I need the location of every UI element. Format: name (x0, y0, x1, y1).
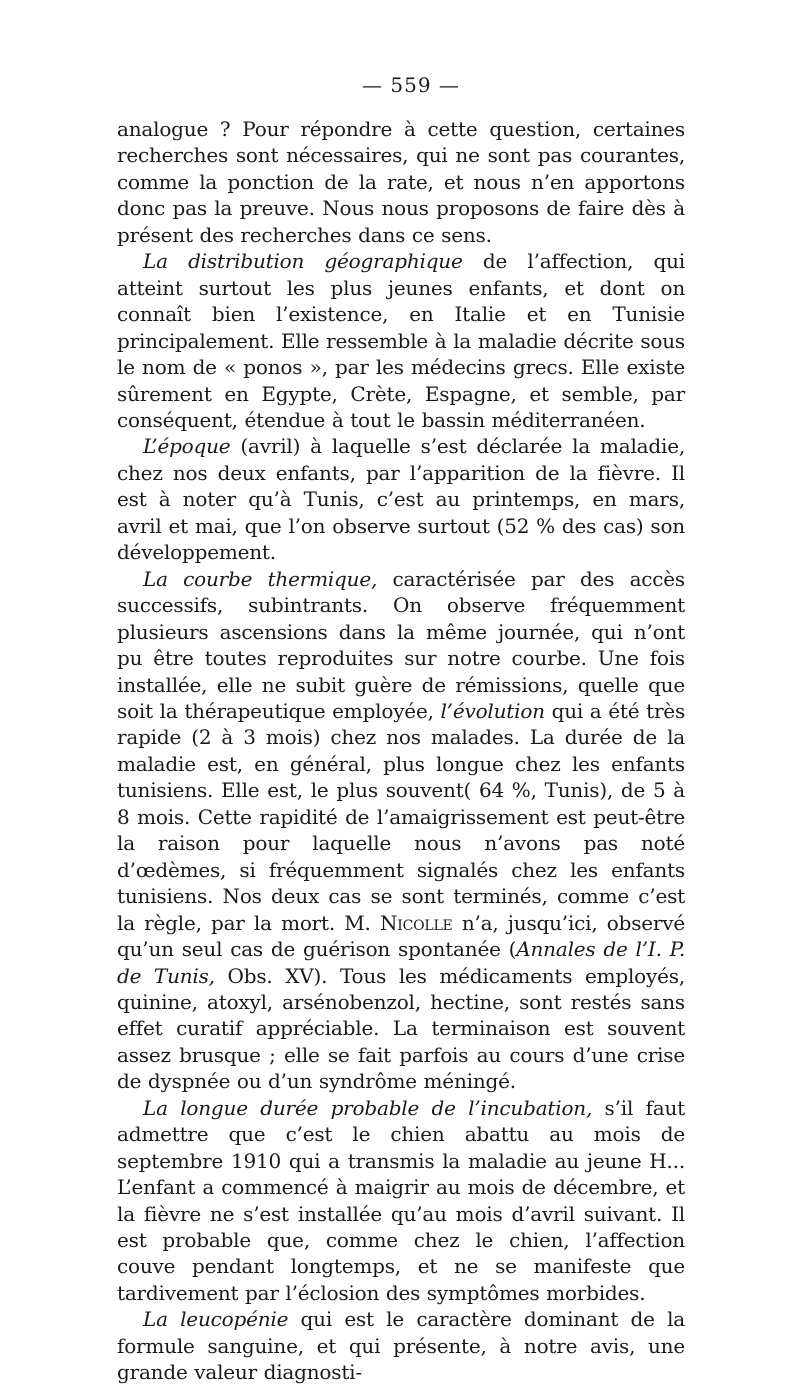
paragraph (117, 248, 685, 433)
text-run: de l’affection, qui atteint surtout les plus jeunes enfants, et dont on connaît bien l’existence, en Italie et en Tunisie principalement. Elle ressemble à la maladie décrite sous le nom de « ponos », par les médecins grecs. Elle existe sûrement en Egypte, Crète, Espagne, et semble, par conséquent, étendue à tout le bassin méditerranéen. (117, 249, 685, 432)
italic-heading: La longue durée probable de l’incubation, (143, 1095, 593, 1120)
author-name: Nicolle (379, 910, 453, 935)
page-number: — 559 — (362, 73, 460, 97)
paragraph (117, 566, 685, 1095)
citation: Annales de l’I. P. de Tunis, (117, 937, 685, 988)
italic-heading: La distribution géographique (143, 249, 463, 274)
paragraph (117, 1306, 685, 1385)
text-run: (avril) à laquelle s’est déclarée la maladie, chez nos deux enfants, par l’apparition de la fièvre. Il est à noter qu’à Tunis, c’est au printemps, en mars, avril et mai, que l’on observe surtout (52 % des cas) son développement. (117, 434, 685, 565)
text-run: n’a, jusqu’ici, observé qu’un seul cas de guérison spontanée ( (117, 910, 685, 962)
text-run: analogue ? Pour répondre à cette question, certaines recherches sont nécessaires, qui ne sont pas courantes, comme la ponction de la rate, et nous n’en apportons donc pas la preuve. Nous nous proposons de faire dès à présent des recherches dans ce sens. (117, 117, 685, 247)
text-run: Obs. XV). Tous les médicaments employés, quinine, atoxyl, arsénobenzol, hectine, sont restés sans effet curatif appréciable. La terminaison est souvent assez brusque ; elle se fait parfois au cours d’une crise de dyspnée ou d’un syndrôme méningé. (117, 963, 685, 1094)
text-run: caractérisée par des accès successifs, subintrants. On observe fréquemment plusieurs ascensions dans la même journée, qui n’ont pu être toutes reproduites sur notre courbe. Une fois installée, elle ne subit guère de rémissions, quelle que soit la thérapeutique employée, (117, 566, 685, 723)
text-run: qui est le caractère dominant de la formule sanguine, et qui présente, à notre avis, une grande valeur diagnosti- (117, 1307, 686, 1385)
text-run: s’il faut admettre que c’est le chien abattu au mois de septembre 1910 qui a transmis la maladie au jeune H... L’enfant a commencé à maigrir au mois de décembre, et la fièvre ne s’est installée qu’au mois d’avril suivant. Il est probable que, comme chez le chien, l’affection couve pendant longtemps, et ne se manifeste que tardivement par l’éclosion des symptômes morbides. (117, 1095, 686, 1305)
paragraph (117, 116, 685, 248)
italic-heading: L’époque (143, 434, 231, 459)
paragraph (117, 1095, 685, 1307)
italic-term: l’évolution (440, 698, 545, 723)
paragraph (117, 433, 685, 565)
text-run: qui a été très rapide (2 à 3 mois) chez nos malades. La durée de la maladie est, en général, plus longue chez les enfants tunisiens. Elle est, le plus souvent( 64 %, Tunis), de 5 à 8 mois. Cette rapidité de l’amaigrissement est peut-être la raison pour laquelle nous n’avons pas noté d’œdèmes, si fréquemment signalés chez les enfants tunisiens. Nos deux cas se sont terminés, comme c’est la règle, par la mort. M. (117, 698, 686, 935)
italic-heading: La courbe thermique, (143, 566, 378, 591)
italic-heading: La leucopénie (143, 1307, 289, 1332)
document-page (117, 72, 685, 1386)
body-text (117, 116, 685, 1386)
